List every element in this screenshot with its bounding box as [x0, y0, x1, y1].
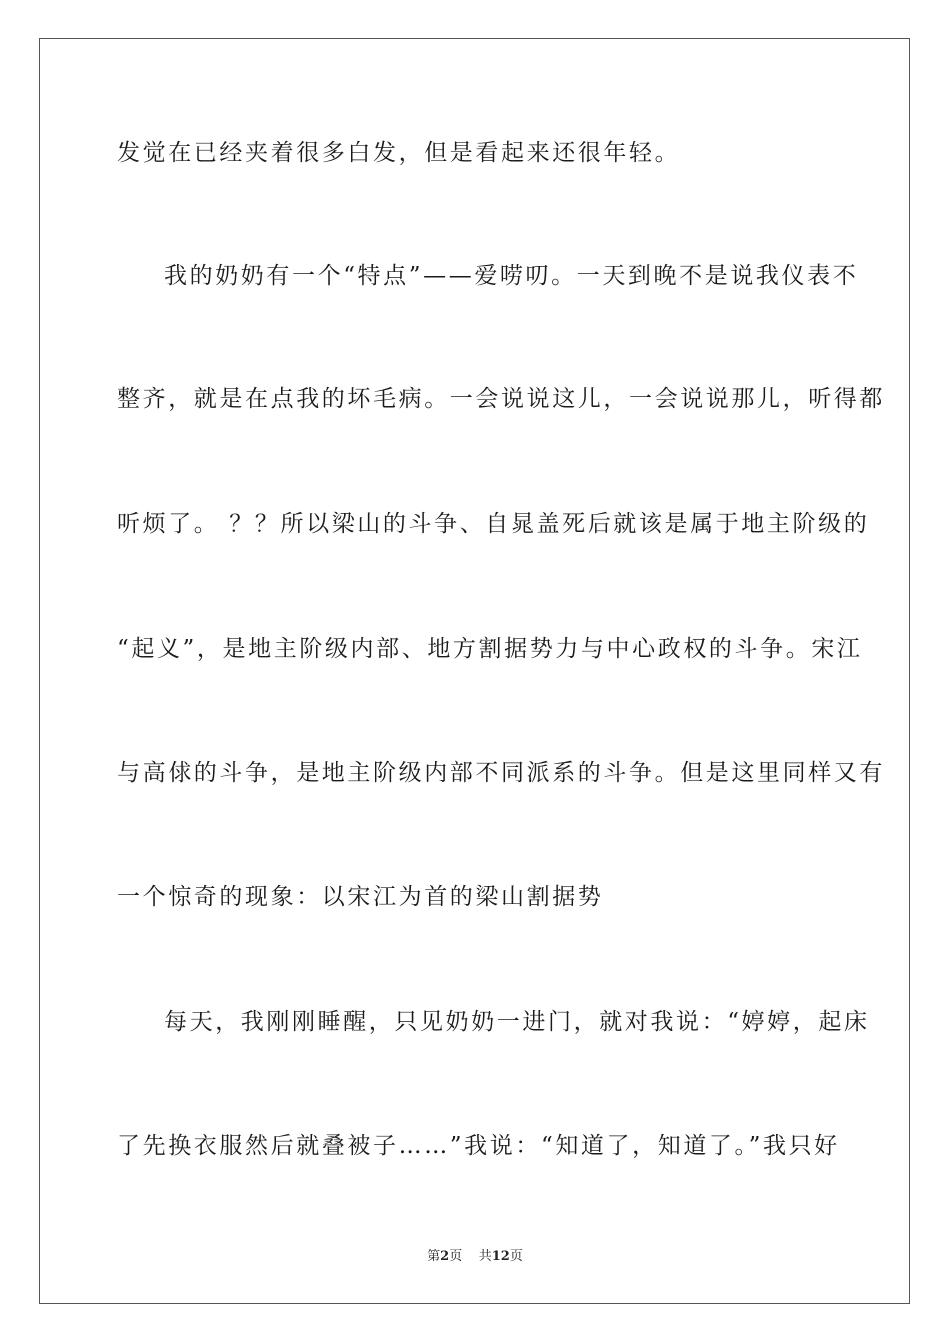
text-line-7: 一个惊奇的现象：以宋江为首的梁山割据势 [117, 884, 604, 910]
footer-total-prefix: 共 [478, 1249, 492, 1264]
footer-page-prefix: 第 [427, 1249, 441, 1264]
text-line-2: 我的奶奶有一个“特点”——爱唠叨。一天到晚不是说我仪表不 [164, 263, 859, 289]
footer-total-unit: 页 [509, 1249, 523, 1264]
text-line-9: 了先换衣服然后就叠被子……”我说：“知道了，知道了。”我只好 [117, 1133, 840, 1159]
footer-page-current: 2 [440, 1249, 450, 1264]
footer-page-unit: 页 [449, 1249, 463, 1264]
text-line-3: 整齐，就是在点我的坏毛病。一会说说这儿，一会说说那儿，听得都 [117, 386, 885, 412]
text-line-4: 听烦了。 ？？所以梁山的斗争、自晁盖死后就该是属于地主阶级的 [117, 511, 870, 537]
text-line-6: 与高俅的斗争，是地主阶级内部不同派系的斗争。但是这里同样又有 [117, 760, 885, 786]
page-border [39, 38, 910, 1304]
text-line-1: 发觉在已经夹着很多白发，但是看起来还很年轻。 [117, 140, 681, 166]
text-line-8: 每天，我刚刚睡醒，只见奶奶一进门，就对我说：“婷婷，起床 [164, 1009, 870, 1035]
page-footer [0, 1248, 950, 1266]
footer-page-total: 12 [491, 1249, 510, 1264]
text-line-5: “起义”，是地主阶级内部、地方割据势力与中心政权的斗争。宋江 [117, 636, 863, 662]
